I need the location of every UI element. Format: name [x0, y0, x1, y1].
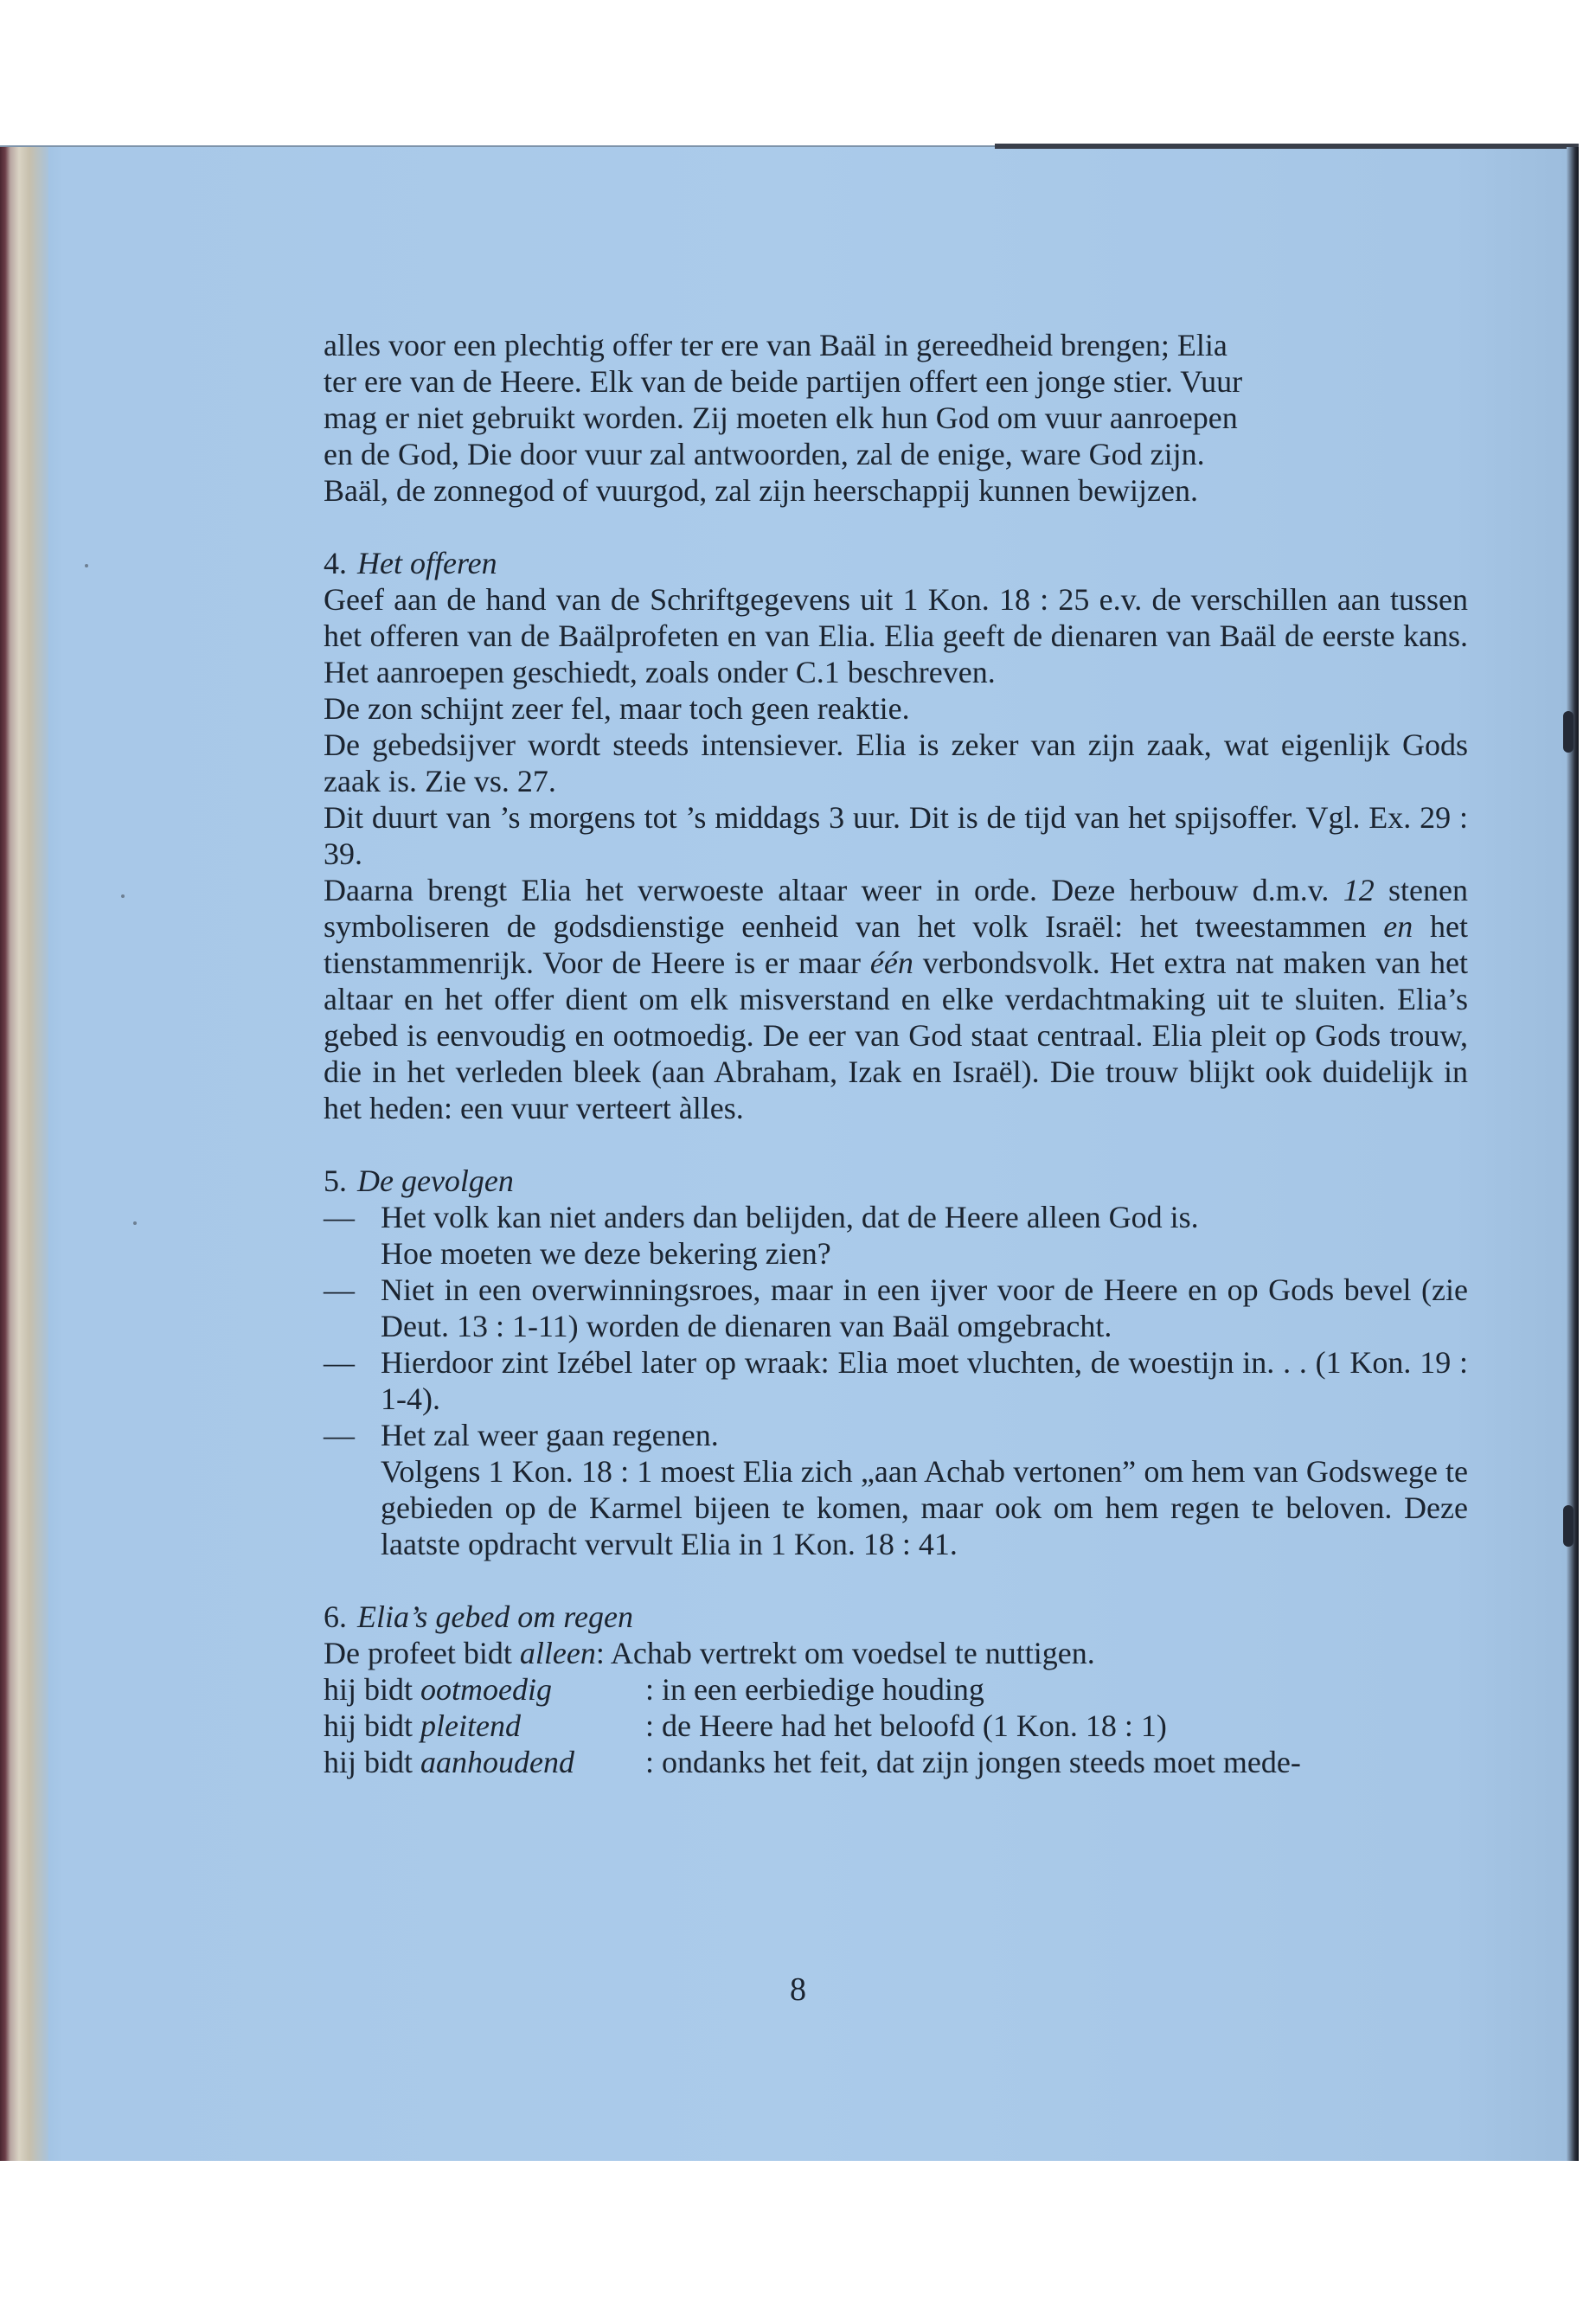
text-run: Daarna brengt Elia het verwoeste altaar weer in orde. Deze herbouw d.m.v. [324, 873, 1330, 907]
binder-clip-mark [1563, 1505, 1574, 1547]
prayer-term [324, 1744, 645, 1780]
page-edge-right [1567, 147, 1579, 2161]
prayer-row [324, 1671, 1468, 1708]
list-item-followup: Volgens 1 Kon. 18 : 1 moest Elia zich „aan Achab vertonen” om hem van Godswege te gebieden op de Karmel bijeen te komen, maar ook om hem regen te beloven. Deze laatste opdracht vervult Elia in 1 Kon. 18 : 41. [381, 1454, 1468, 1561]
list-item-text: Het zal weer gaan regenen. [381, 1418, 719, 1452]
prayer-lead: hij bidt [324, 1672, 413, 1707]
paragraph: Dit duurt van ’s morgens tot ’s middags 3 uur. Dit is de tijd van het spijsoffer. Vgl. Ex. 29 : 39. [324, 800, 1468, 871]
paragraph: De gebedsijver wordt steeds intensiever. Elia is zeker van zijn zaak, wat eigenlijk Gods zaak is. Zie vs. 27. [324, 727, 1468, 798]
prayer-desc: de Heere had het beloofd (1 Kon. 18 : 1) [662, 1708, 1167, 1743]
prayer-row [324, 1708, 1468, 1744]
list-item-text: Hierdoor zint Izébel later op wraak: Elia moet vluchten, de woestijn in. . . (1 Kon. 19 : 1-4). [381, 1345, 1468, 1416]
section-gevolgen [324, 1163, 1468, 1562]
section-title: Het offeren [357, 546, 497, 580]
prayer-desc: Achab vertrekt om voedsel te nuttigen. [610, 1636, 1095, 1670]
section-gebed [324, 1599, 1468, 1780]
dash-bullet: — [324, 1345, 355, 1380]
section-title: De gevolgen [357, 1163, 514, 1198]
prayer-word: aanhoudend [420, 1745, 574, 1779]
prayer-intro [324, 1635, 1468, 1671]
text-run: verbondsvolk. Het extra nat maken van het altaar en het offer dient om elk misverstand en elke verdachtmaking uit te sluiten. Elia’s gebed is eenvoudig en ootmoedig. De eer van God staat centraal. Elia pleit op Gods trouw, die in het verleden bleek (aan Abraham, Izak en Israël). Die trouw blijkt ook duidelijk in het heden: een vuur verteert àlles. [324, 945, 1469, 1125]
dash-list-item [324, 1417, 1468, 1453]
prayer-sep: : [645, 1745, 655, 1779]
scan-speck [121, 894, 125, 898]
prayer-sep: : [645, 1708, 655, 1743]
page-body [324, 327, 1468, 1780]
list-item-followup: Hoe moeten we deze bekering zien? [381, 1236, 831, 1271]
prayer-term [324, 1671, 645, 1708]
scan-speck [133, 1221, 137, 1225]
intro-line: mag er niet gebruikt worden. Zij moeten elk hun God om vuur aanroepen [324, 401, 1238, 435]
prayer-lead: De profeet bidt [324, 1636, 512, 1670]
scan-speck [85, 564, 88, 567]
prayer-explanation [645, 1744, 1468, 1780]
section-title: Elia’s gebed om regen [357, 1599, 633, 1634]
dash-list-item [324, 1272, 1468, 1344]
emphasis-een: één [869, 945, 913, 980]
section-number: 6. [324, 1599, 347, 1634]
binder-clip-mark [1563, 711, 1574, 753]
prayer-desc: in een eerbiedige houding [662, 1672, 984, 1707]
section-heading [324, 1599, 1468, 1635]
prayer-desc: ondanks het feit, dat zijn jongen steeds moet mede- [662, 1745, 1301, 1779]
text-run: stenen symboliseren de godsdienstige eenheid van het volk Israël: het tweestammen [324, 873, 1468, 944]
dash-list-item [324, 1199, 1468, 1235]
intro-paragraph [324, 327, 1468, 509]
emphasis-twelve: 12 [1343, 873, 1375, 907]
list-item-text: Het volk kan niet anders dan belijden, dat de Heere alleen God is. [381, 1200, 1199, 1234]
prayer-lead: hij bidt [324, 1708, 413, 1743]
section-number: 4. [324, 546, 347, 580]
prayer-word: pleitend [420, 1708, 521, 1743]
prayer-sep: : [645, 1672, 655, 1707]
intro-line: ter ere van de Heere. Elk van de beide partijen offert een jonge stier. Vuur [324, 364, 1243, 399]
section-number: 5. [324, 1163, 347, 1198]
dash-list-item [324, 1344, 1468, 1417]
prayer-explanation [645, 1708, 1468, 1744]
prayer-sep: : [595, 1636, 605, 1670]
prayer-lead: hij bidt [324, 1745, 413, 1779]
intro-line: en de God, Die door vuur zal antwoorden, zal de enige, ware God zijn. [324, 437, 1205, 471]
paragraph: Geef aan de hand van de Schriftgegevens uit 1 Kon. 18 : 25 e.v. de verschillen aan tussen het offeren van de Baälprofeten en van Elia. Elia geeft de dienaren van Baäl de eerste kans. Het aanroepen geschiedt, zoals onder C.1 beschreven. [324, 582, 1468, 689]
section-heading [324, 545, 1468, 581]
binding-spine [0, 147, 48, 2161]
intro-line: Baäl, de zonnegod of vuurgod, zal zijn heerschappij kunnen bewijzen. [324, 473, 1199, 508]
page-number: 8 [790, 1971, 806, 2008]
paragraph: De zon schijnt zeer fel, maar toch geen reaktie. [324, 691, 910, 726]
prayer-explanation [645, 1671, 1468, 1708]
page-edge-shadow [995, 144, 1579, 149]
list-item-text: Niet in een overwinningsroes, maar in een ijver voor de Heere en op Gods bevel (zie Deut. 13 : 1-11) worden de dienaren van Baäl omgebracht. [381, 1272, 1468, 1343]
prayer-word: alleen [519, 1636, 596, 1670]
intro-line: alles voor een plechtig offer ter ere van Baäl in gereedheid brengen; Elia [324, 328, 1227, 362]
prayer-term [324, 1708, 645, 1744]
prayer-word: ootmoedig [420, 1672, 552, 1707]
section-offeren [324, 545, 1468, 1126]
prayer-row [324, 1744, 1468, 1780]
dash-bullet: — [324, 1200, 355, 1234]
paragraph-rebuild [324, 872, 1468, 1126]
dash-bullet: — [324, 1418, 355, 1452]
section-heading [324, 1163, 1468, 1199]
text-run: het tienstammenrijk. Voor de Heere is er maar [324, 909, 1469, 980]
dash-bullet: — [324, 1272, 355, 1307]
emphasis-en: en [1383, 909, 1413, 944]
